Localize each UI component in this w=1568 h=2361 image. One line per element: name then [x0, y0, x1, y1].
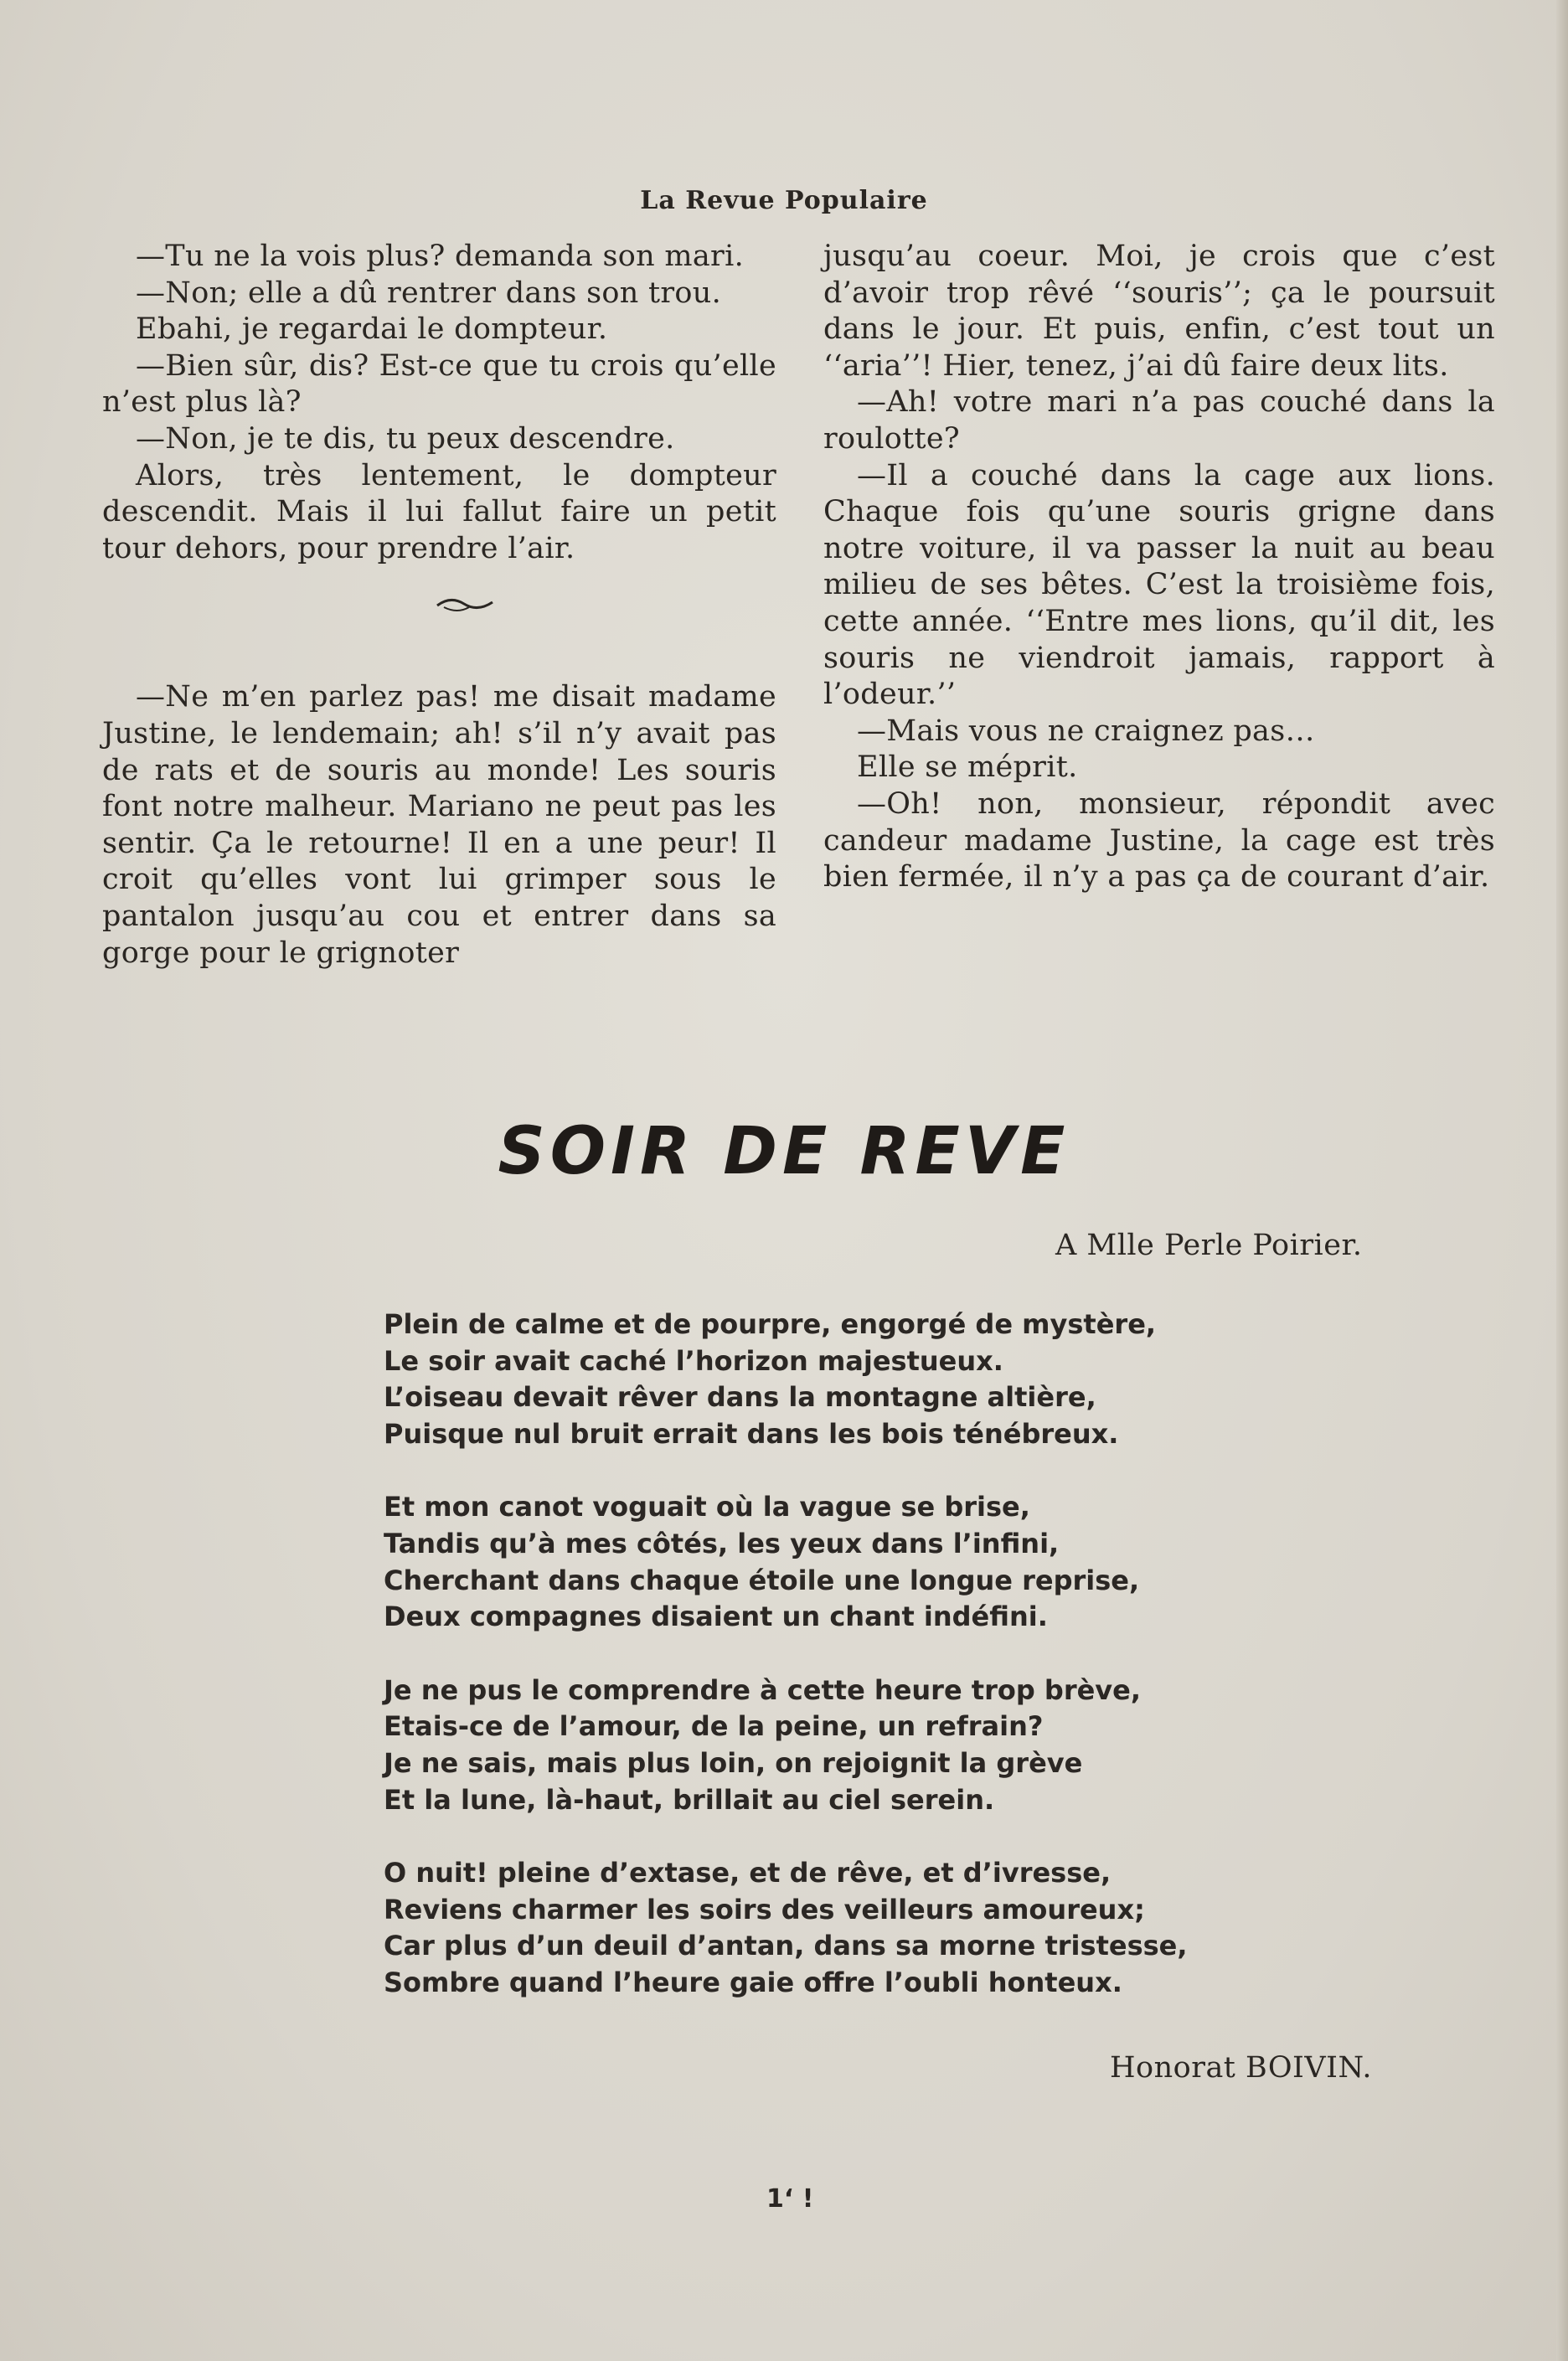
paragraph: —Il a couché dans la cage aux lions. Chaque fois qu’une souris grigne dans notre voiture, il va passer la nuit au beau milieu de ses bêtes. C’est la troisième fois, cette année. ‘‘Entre mes lions, qu’il dit, les souris ne viendroit jamais, rapport à l’odeur.’’ — [823, 458, 1495, 712]
poem-line: Et mon canot voguait où la vague se brise, — [384, 1491, 1030, 1523]
poem-body — [384, 1307, 1221, 2039]
poem-line: Reviens charmer les soirs des veilleurs amoureux; — [384, 1893, 1145, 1925]
paragraph: Elle se méprit. — [857, 750, 1078, 785]
paragraph: —Ne m’en parlez pas! me disait madame Justine, le lendemain; ah! s’il n’y avait pas de rats et de souris au monde! Les souris font notre malheur. Mariano ne peut pas les sentir. Ça le retourne! Il en a une peur! Il croit qu’elles vont lui grimper sous le pantalon jusqu’au cou et entrer dans sa gorge pour le grignoter — [102, 680, 776, 970]
paragraph: —Tu ne la vois plus? demanda son mari. — [136, 240, 745, 273]
section-ornament-icon — [102, 589, 776, 679]
paragraph: Ebahi, je regardai le dompteur. — [136, 312, 608, 347]
poem-line: Le soir avait caché l’horizon majestueux. — [384, 1344, 1003, 1377]
poem-line: Et la lune, là-haut, brillait au ciel serein. — [384, 1783, 995, 1816]
poem-line: O nuit! pleine d’extase, et de rêve, et d’ivresse, — [384, 1857, 1112, 1889]
poem-line: Cherchant dans chaque étoile une longue reprise, — [384, 1564, 1140, 1596]
poem-line: Sombre quand l’heure gaie offre l’oubli honteux. — [384, 1966, 1122, 1998]
running-header: La Revue Populaire — [640, 186, 928, 215]
poem-line: Je ne sais, mais plus loin, on rejoignit la grève — [384, 1746, 1083, 1779]
poem-line: Je ne pus le comprendre à cette heure trop brève, — [384, 1673, 1142, 1706]
poem-title: SOIR DE REVE — [498, 1114, 1070, 1189]
poem-line: L’oiseau devait rêver dans la montagne altière, — [384, 1381, 1096, 1414]
paragraph-continued: jusqu’au coeur. Moi, je crois que c’est d’avoir trop rêvé ‘‘souris’’; ça le poursuit dans le jour. Et puis, enfin, c’est tout un ‘‘aria’’! Hier, tenez, j’ai dû faire deux lits. — [823, 240, 1495, 383]
poem-line: Deux compagnes disaient un chant indéfini. — [384, 1601, 1048, 1633]
page-number: 1‘ ! — [766, 2184, 814, 2214]
paragraph: Alors, très lentement, le dompteur descendit. Mais il lui fallut faire un petit tour dehors, pour prendre l’air. — [102, 458, 776, 565]
right-column — [823, 239, 1495, 896]
paragraph: —Non; elle a dû rentrer dans son trou. — [136, 276, 722, 310]
paragraph: —Oh! non, monsieur, répondit avec candeur madame Justine, la cage est très bien fermée, il n’y a pas ça de courant d’air. — [823, 786, 1495, 894]
poem-line: Car plus d’un deuil d’antan, dans sa morne tristesse, — [384, 1930, 1188, 1962]
poem-line: Tandis qu’à mes côtés, les yeux dans l’infini, — [384, 1527, 1060, 1559]
poem-signature: Honorat BOIVIN. — [1110, 2051, 1372, 2085]
poem-line: Etais-ce de l’amour, de la peine, un refrain? — [384, 1710, 1044, 1743]
poem-stanza — [384, 1307, 1221, 1452]
poem-stanza — [384, 1673, 1221, 1818]
poem-line: Puisque nul bruit errait dans les bois ténébreux. — [384, 1417, 1119, 1450]
paragraph: —Mais vous ne craignez pas… — [857, 714, 1315, 748]
poem-line: Plein de calme et de pourpre, engorgé de mystère, — [384, 1308, 1157, 1340]
paragraph: —Ah! votre mari n’a pas couché dans la roulotte? — [823, 385, 1495, 456]
poem-dedication: A Mlle Perle Poirier. — [1055, 1229, 1363, 1262]
paragraph: —Bien sûr, dis? Est-ce que tu crois qu’elle n’est plus là? — [102, 348, 776, 420]
poem-stanza — [384, 1489, 1221, 1635]
poem-stanza — [384, 1855, 1221, 2001]
left-column — [102, 239, 776, 972]
paragraph: —Non, je te dis, tu peux descendre. — [136, 421, 675, 456]
